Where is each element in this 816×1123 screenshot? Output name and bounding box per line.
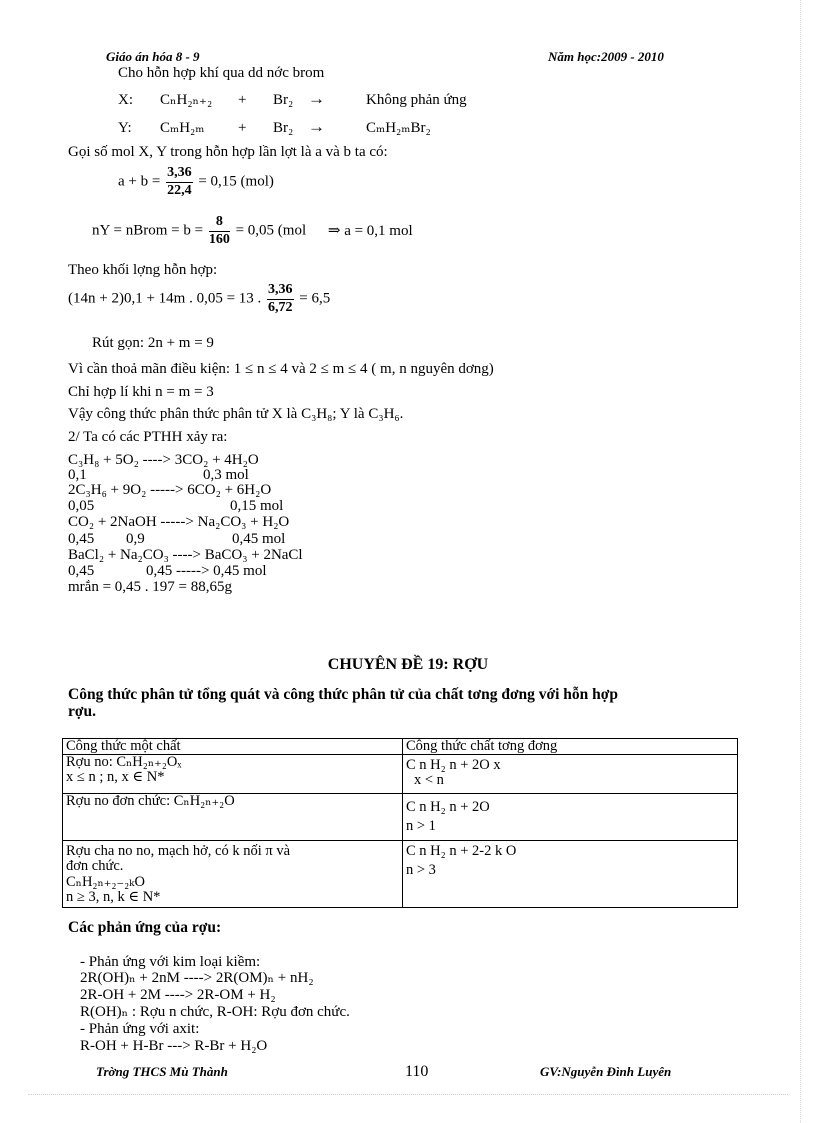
eq-rhs: = 0,05 (mol [235, 222, 307, 239]
mole-line [68, 531, 286, 548]
table-cell [403, 755, 738, 794]
footer-left: Trờng THCS Mù Thành [96, 1064, 228, 1079]
cell-line: Rợu no đơn chức: CₙH₂ₙ₊₂O [66, 793, 235, 810]
cell-line: C n H₂ n + 2-2 k O [406, 843, 517, 860]
eq-lhs: a + b = [118, 173, 161, 190]
cell-line: Rợu no: CₙH₂ₙ₊₂Oₓ [66, 754, 182, 771]
table-row [63, 755, 738, 794]
mole-value: 0,45 -----> 0,45 mol [146, 563, 267, 579]
page-edge-rule [800, 0, 801, 1123]
table-cell [63, 794, 403, 841]
equation-line: 2C₃H₆ + 9O₂ -----> 6CO₂ + 6H₂O [68, 482, 272, 498]
table-row [63, 794, 738, 841]
mole-value: 0,05 [68, 498, 95, 514]
text-line: Vậy công thức phân thức phân tử X là C₃H₈; Y là C₃H₆. [68, 406, 404, 422]
table-cell [403, 794, 738, 841]
table-cell [63, 841, 403, 908]
numerator: 3,36 [166, 166, 193, 183]
page-number: 110 [405, 1063, 429, 1080]
text-line: Chỉ hợp lí khi n = m = 3 [68, 384, 214, 400]
mole-line [68, 563, 267, 580]
cell-line: x < n [414, 772, 444, 789]
label-x: X: [118, 92, 133, 108]
mole-value: 0,45 [68, 563, 95, 579]
mole-value: 0,1 [68, 467, 87, 483]
reaction-line: - Phản ứng với axit: [80, 1021, 200, 1037]
reaction-line: 2R(OH)ₙ + 2nM ----> 2R(OM)ₙ + nH₂ [80, 970, 314, 986]
footer-right: GV:Nguyễn Đình Luyên [540, 1064, 672, 1079]
cell-line: CₙH₂ₙ₊₂₋₂ₖO [66, 873, 145, 890]
cell-line: n > 3 [406, 862, 436, 879]
arrow-icon: → [308, 117, 325, 136]
cell-line: C n H₂ n + 2O [406, 799, 490, 816]
reaction-line: - Phản ứng với kim loại kiềm: [80, 954, 261, 970]
result-y: CₘH₂ₘBr₂ [366, 120, 431, 136]
cell-line: đơn chức. [66, 858, 124, 875]
numerator: 3,36 [267, 283, 294, 300]
equation-mass [68, 283, 330, 315]
plus-sign: + [238, 120, 247, 136]
section-subtitle: Công thức phân tử tổng quát và công thức phân tử của chất tơng đơng với hỗn hợp [68, 686, 619, 703]
text-line: Vì cần thoả mãn điều kiện: 1 ≤ n ≤ 4 và 2 ≤ m ≤ 4 ( m, n nguyên dơng) [68, 361, 494, 377]
header-right: Năm học:2009 - 2010 [548, 49, 664, 64]
mole-value: 0,3 mol [203, 467, 249, 483]
denominator: 22,4 [167, 182, 192, 198]
result-x: Không phản ứng [366, 92, 467, 108]
section-subtitle: rợu. [68, 703, 96, 720]
header-left: Giáo án hóa 8 - 9 [106, 49, 200, 64]
cell-line: C n H₂ n + 2O x [406, 757, 501, 774]
table-header: Công thức chất tơng đơng [403, 739, 738, 755]
eq-result: ⇒ a = 0,1 mol [327, 222, 413, 239]
page-edge-rule [28, 1094, 788, 1095]
text-line: Gọi số mol X, Y trong hỗn hợp lần lợt là a và b ta có: [68, 144, 388, 160]
equation-line: C₃H₈ + 5O₂ ----> 3CO₂ + 4H₂O [68, 452, 259, 468]
table-cell [403, 841, 738, 908]
formula-x: CₙH₂ₙ₊₂ [160, 92, 213, 108]
text-line: Rút gọn: 2n + m = 9 [92, 335, 214, 351]
reaction-line: R(OH)ₙ : Rợu n chức, R-OH: Rợu đơn chức. [80, 1004, 350, 1020]
bromine: Br₂ [273, 92, 294, 108]
formula-y: CₘH₂ₘ [160, 120, 205, 136]
mole-value: 0,15 mol [230, 498, 284, 514]
text-line: Cho hỗn hợp khí qua dd nớc brom [118, 65, 325, 81]
text-line: Theo khối lợng hỗn hợp: [68, 262, 218, 278]
cell-line: x ≤ n ; n, x ∈ N* [66, 769, 165, 786]
eq-lhs: nY = nBrom = b = [92, 222, 204, 239]
mole-line [68, 498, 284, 515]
mole-value: 0,45 mol [232, 531, 286, 547]
reaction-line: R-OH + H-Br ---> R-Br + H₂O [80, 1038, 268, 1054]
numerator: 8 [209, 215, 230, 232]
equation-ny [92, 215, 413, 247]
eq-rhs: = 6,5 [299, 290, 331, 307]
cell-line: n > 1 [406, 818, 436, 835]
fraction [267, 283, 294, 315]
section-title: CHUYÊN ĐỀ 19: RỢU [327, 656, 489, 673]
cell-line: Rợu cha no no, mạch hở, có k nối π và [66, 843, 290, 860]
plus-sign: + [238, 92, 247, 108]
result-line: mrắn = 0,45 . 197 = 88,65g [68, 579, 232, 595]
equation-ab [118, 166, 274, 198]
mole-value: 0,45 [68, 531, 95, 547]
eq-rhs: = 0,15 (mol) [198, 173, 274, 190]
table-header: Công thức một chất [63, 739, 403, 755]
reaction-line: 2R-OH + 2M ----> 2R-OM + H₂ [80, 987, 276, 1003]
denominator: 6,72 [268, 299, 293, 315]
equation-line: BaCl₂ + Na₂CO₃ ----> BaCO₃ + 2NaCl [68, 547, 303, 563]
denominator: 160 [208, 231, 230, 247]
equation-line: CO₂ + 2NaOH -----> Na₂CO₃ + H₂O [68, 514, 290, 530]
eq-lhs: (14n + 2)0,1 + 14m . 0,05 = 13 . [68, 290, 262, 307]
table-cell [63, 755, 403, 794]
bromine: Br₂ [273, 120, 294, 136]
cell-line: n ≥ 3, n, k ∈ N* [66, 888, 161, 905]
arrow-icon: → [308, 89, 325, 108]
formula-table [62, 738, 738, 908]
table-row [63, 841, 738, 908]
reactions-title: Các phản ứng của rợu: [68, 919, 222, 936]
label-y: Y: [118, 120, 132, 136]
fraction [209, 215, 230, 247]
text-line: 2/ Ta có các PTHH xảy ra: [68, 429, 228, 445]
table-header-row [63, 739, 738, 755]
mole-value: 0,9 [126, 531, 145, 547]
fraction [166, 166, 193, 198]
